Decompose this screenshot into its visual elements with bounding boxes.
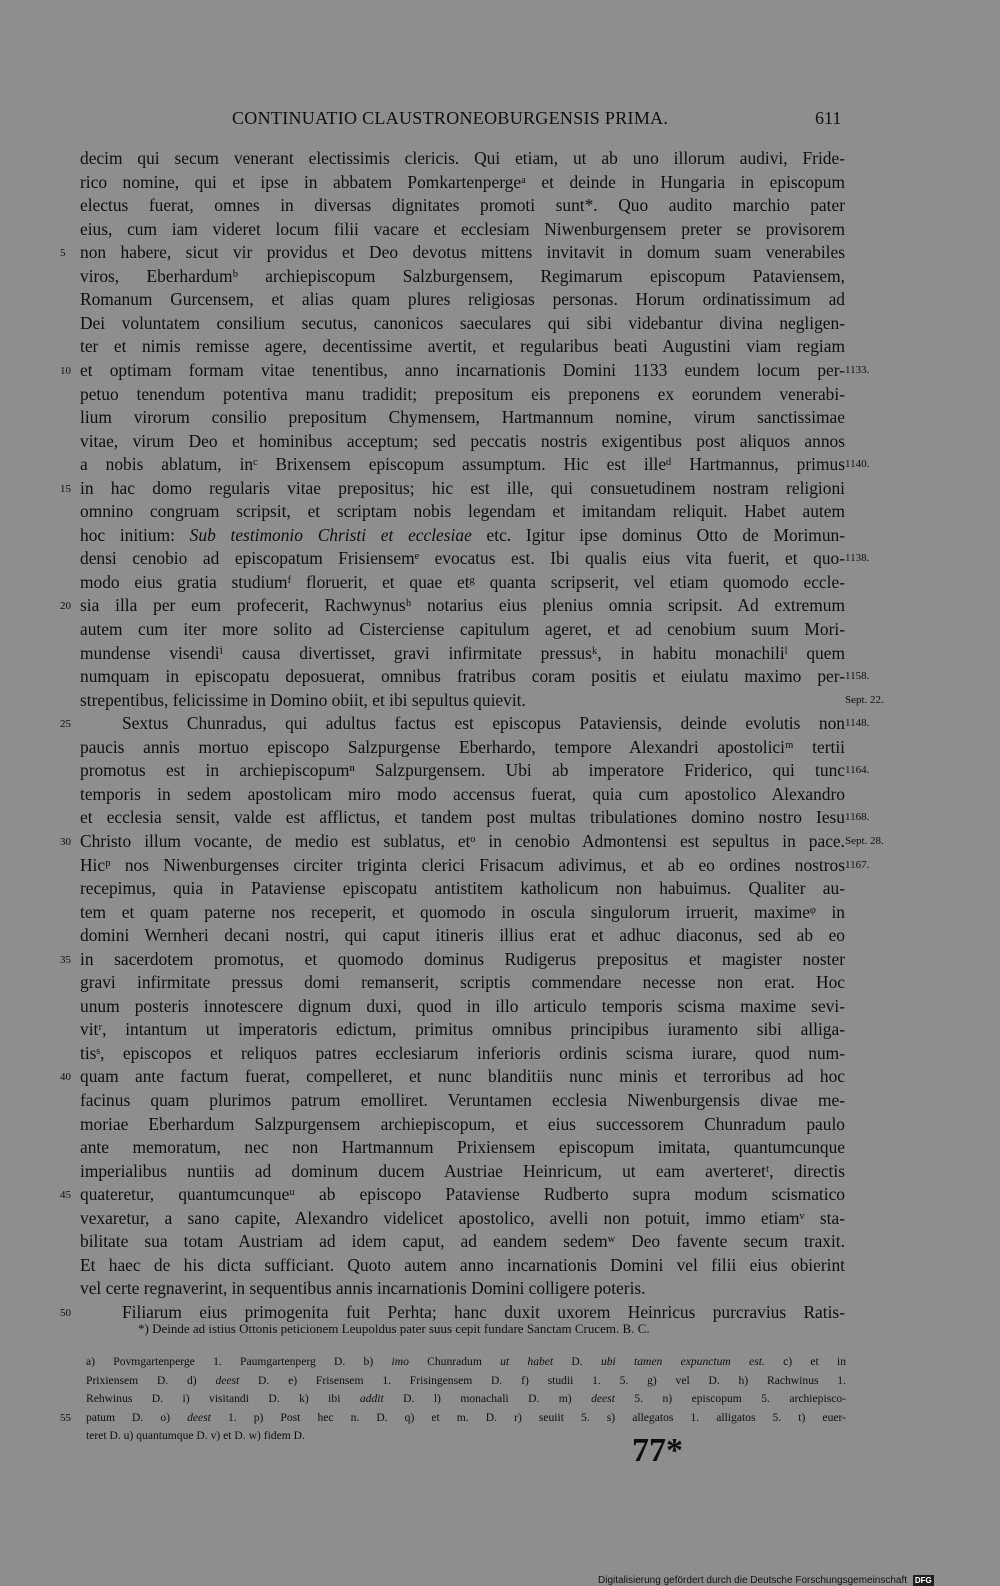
text-line: Dei voluntatem consilium secutus, canonicos saeculares qui sibi videbantur divina negligen-	[80, 312, 845, 333]
text-line: in hac domo regularis vitae prepositus; hic est ille, qui consuetudinem nostram religioni 15	[80, 476, 845, 500]
text-line: gravi infirmitate pressus domi remanserit, scriptis commendare necesse non erat. Hoc	[80, 972, 845, 993]
text-line: moriae Eberhardum Salzpurgensem archiepiscopum, et eius successorem Chunradum paulo	[80, 1113, 845, 1134]
text-line: a nobis ablatum, inᶜ Brixensem episcopum assumptum. Hic est illeᵈ Hartmannus, primus	[80, 454, 845, 475]
margin-date: 1158.	[845, 670, 870, 683]
apparatus-line: Prixiensem D. d) deest D. e) Frisensem 1. Frisingensem D. f) studii 1. 5. g) vel D. h) Rachwinus 1.	[86, 1373, 846, 1387]
line-number: 50	[60, 1306, 71, 1319]
margin-date: 1164.	[845, 764, 870, 777]
text-line: Romanum Gurcensem, et alias quam plures religiosas personas. Horum ordinatissimum ad	[80, 289, 845, 310]
text-line: recepimus, quia in Pataviense episcopatu antistitem katholicum non habuimus. Qualiter au-	[80, 878, 845, 899]
line-number: 40	[60, 1071, 71, 1084]
text-line: quateretur, quantumcunqueᵘ ab episcopo Pataviense Rudberto supra modum scismatico 45	[80, 1182, 845, 1206]
footnote-star: *) Deinde ad istius Ottonis peticionem Leupoldus pater suus cepit fundare Sanctam Crucem. B. C.	[138, 1321, 650, 1336]
text-line: et optimam formam vitae tenentibus, anno incarnationis Domini 1133 eundem locum per- 10	[80, 358, 845, 382]
text-line: Filiarum eius primogenita fuit Perhta; hanc duxit uxorem Heinricus purcravius Ratis- 50	[122, 1300, 845, 1324]
text-line: eius, cum iam videret locum filii vacare et ecclesiam Niwenburgensem preter se provisorem	[80, 218, 845, 239]
margin-date: 1140.	[845, 458, 870, 471]
text-line: mundense visendiⁱ causa divertisset, gravi infirmitate pressusᵏ, in habitu monachiliˡ quem	[80, 642, 845, 663]
line-number: 25	[60, 718, 71, 731]
text-line: Christo illum vocante, de medio est sublatus, etᵒ in cenobio Admontensi est sepultus in pace. 30	[80, 829, 845, 853]
line-number: 35	[60, 953, 71, 966]
text-line: promotus est in archiepiscopumⁿ Salzpurgensem. Ubi ab imperatore Friderico, qui tunc	[80, 760, 845, 781]
text-line: unum posteris innotescere dignum duxi, quod in illo articulo temporis scisma maxime sevi-	[80, 995, 845, 1016]
text-line: autem cum iter more solito ad Cisterciense capitulum ageret, et ad cenobium suum Mori-	[80, 619, 845, 639]
dfg-logo[interactable]: DFG	[914, 1576, 932, 1585]
text-line: facinus quam plurimos patrum emolliret. Veruntamen ecclesia Niwenburgensis divae me-	[80, 1090, 845, 1110]
text-line: petuo tenendum potentiva manu tradidit; prepositum eis preponens ex eorundem venerabi-	[80, 383, 845, 404]
line-number: 30	[60, 835, 71, 848]
margin-date: Sept. 28.	[845, 834, 884, 847]
text-line: hoc initium: Sub testimonio Christi et ecclesiae etc. Igitur ipse dominus Otto de Morimun-	[80, 524, 845, 545]
text-line: vitae, virum Deo et hominibus acceptum; sed peccatis nostris exigentibus post aliquos annos	[80, 430, 845, 451]
text-line: Et haec de his dicta sufficiant. Quoto autem anno incarnationis Domini vel filii eius obierint	[80, 1254, 845, 1275]
page-header	[0, 108, 1000, 134]
text-line: densi cenobio ad episcopatum Frisiensemᵉ evocatus est. Ibi qualis eius vita fuerit, et quo-	[80, 548, 845, 569]
text-line: vitʳ, intantum ut imperatoris edictum, primitus omnibus principibus iuramento sibi alliga-	[80, 1019, 845, 1040]
line-number: 45	[60, 1189, 71, 1202]
apparatus-line: teret D. u) quantumque D. v) et D. w) fidem D.	[86, 1429, 305, 1443]
text-line: in sacerdotem promotus, et quomodo dominus Rudigerus prepositus et magister noster 35	[80, 947, 845, 971]
text-line: viros, Eberhardumᵇ archiepiscopum Salzburgensem, Regimarum episcopum Pataviensem,	[80, 265, 845, 286]
apparatus-line: Rehwinus D. i) visitandi D. k) ibi addit D. l) monachali D. m) deest 5. n) episcopum 5. archiepisco-	[86, 1392, 847, 1406]
line-number: 55	[60, 1411, 71, 1424]
text-line: imperialibus nuntiis ad dominum ducem Austriae Heinricum, ut eam averteretᵗ, directis	[80, 1160, 845, 1181]
margin-date: 1133.	[845, 363, 870, 376]
text-line: ter et nimis remisse agere, decentissime avertit, et regularibus beati Augustini viam regiam	[80, 336, 845, 357]
text-line: vel certe regnaverint, in sequentibus annis incarnationis Domini colligere poteris.	[80, 1278, 646, 1299]
line-number: 5	[60, 247, 66, 260]
text-line: tisˢ, episcopos et reliquos patres ecclesiarum inferioris ordinis scisma iurare, quod num-	[80, 1042, 845, 1063]
margin-date: 1167.	[845, 858, 870, 871]
text-line: decim qui secum venerant electissimis clericis. Qui etiam, ut ab uno illorum audivi, Fride-	[80, 148, 845, 168]
text-line: strepentibus, felicissime in Domino obiit, et ibi sepultus quievit.	[80, 689, 526, 710]
text-line: rico nomine, qui et ipse in abbatem Pomkartenpergeᵃ et deinde in Hungaria in episcopum	[80, 171, 845, 192]
text-line: bilitate sua totam Austriam ad idem caput, ad eandem sedemʷ Deo favente secum traxit.	[80, 1231, 845, 1252]
text-line: omnino congruam scripsit, et scriptam nobis legendam et imitandam reliquit. Habet autem	[80, 501, 845, 522]
apparatus-line: a) Povmgartenperge 1. Paumgartenperg D. b) imo Chunradum ut habet D. ubi tamen expunctum est. c) et in	[86, 1355, 846, 1368]
text-line: lium virorum consilio prepositum Chymensem, Hartmannum nomine, virum sanctissimae	[80, 407, 845, 428]
text-line: vexaretur, a sano capite, Alexandro videlicet apostolico, avelli non potuit, immo etiamᵛ sta-	[80, 1207, 845, 1228]
text-line: temporis in sedem apostolicam miro modo accensus fuerat, quia cum apostolico Alexandro	[80, 783, 845, 804]
line-number: 20	[60, 600, 71, 613]
apparatus-line: patum D. o) deest 1. p) Post hec n. D. q) et m. D. r) seuiit 5. s) allegatos 1. alligatos 5. t) euer- 55	[86, 1408, 846, 1428]
margin-date: 1168.	[845, 811, 870, 824]
text-line: tem et quam paterne nos receperit, et quomodo in oscula singulorum irruerit, maximeᵠ in	[80, 901, 845, 922]
line-number: 15	[60, 482, 71, 495]
text-line: Sextus Chunradus, qui adultus factus est episcopus Pataviensis, deinde evolutis non 25	[122, 711, 845, 735]
text-line: numquam in episcopatu deposuerat, omnibus fratribus coram positis et eiulatu maximo per-	[80, 666, 845, 687]
line-number: 10	[60, 364, 71, 377]
text-line: ante memoratum, nec non Hartmannum Prixiensem episcopum imitata, quantumcunque	[80, 1137, 845, 1158]
running-title: CONTINUATIO CLAUSTRONEOBURGENSIS PRIMA.	[232, 108, 669, 128]
sheet-number: 77*	[632, 1432, 683, 1469]
dfg-credit-text: Digitalisierung gefördert durch die Deutsche Forschungsgemeinschaft	[598, 1575, 908, 1586]
text-line: quam ante factum fuerat, compelleret, et nunc blanditiis nunc minis et terroribus ad hoc 40	[80, 1064, 845, 1088]
page-number: 611	[815, 108, 842, 128]
dfg-credit-bar[interactable]	[598, 1575, 934, 1586]
text-line: sia illa per eum profecerit, Rachwynusʰ notarius eius plenius omnia scripsit. Ad extremum 20	[80, 593, 845, 617]
text-line: non habere, sicut vir providus et Deo devotus mittens invitavit in domum suam venerabiles 5	[80, 240, 845, 264]
text-line: domini Wernheri decani nostri, qui caput itineris illius erat et adhuc diaconus, sed ab eo	[80, 925, 845, 946]
text-line: modo eius gratia studiumᶠ floruerit, et quae etᵍ quanta scripserit, vel etiam quomodo eccle-	[80, 571, 845, 592]
margin-date: 1138.	[845, 552, 870, 565]
text-line: electus fuerat, omnes in diversas dignitates promoti sunt*. Quo audito marchio pater	[80, 195, 845, 216]
margin-date: Sept. 22.	[845, 693, 884, 706]
text-line: et ecclesia sensit, valde est afflictus, et tandem post multas tribulationes domino nostro Iesu	[80, 807, 845, 828]
margin-date: 1148.	[845, 717, 870, 730]
text-line: paucis annis mortuo episcopo Salzpurgense Eberhardo, tempore Alexandri apostoliciᵐ tertii	[80, 736, 845, 757]
text-line: Hicᵖ nos Niwenburgenses circiter triginta clerici Frisacum adivimus, et ab eo ordines nostros	[80, 854, 845, 875]
